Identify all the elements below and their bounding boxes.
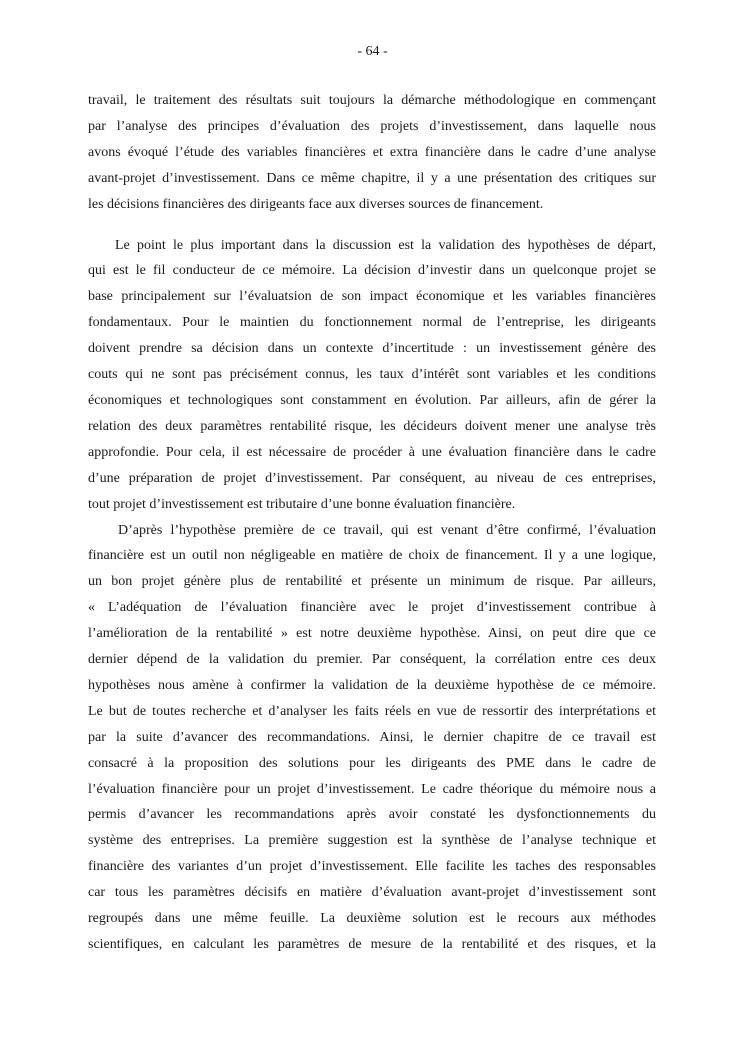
text-line: tout projet d’investissement est tributaire d’une bonne évaluation financière. (88, 496, 516, 512)
page-number: - 64 - (357, 44, 388, 59)
text-line: travail, le traitement des résultats suit toujours la démarche méthodologique en commençant (88, 93, 656, 108)
body-text (88, 88, 656, 958)
text-line: dernier dépend de la validation du premier. Par conséquent, la corrélation entre ces deux (88, 652, 656, 668)
text-line: l’amélioration de la rentabilité » est notre deuxième hypothèse. Ainsi, on peut dire que ce (88, 626, 656, 642)
text-line: couts qui ne sont pas précisément connus, les taux d’intérêt sont variables et les conditions (88, 367, 656, 383)
text-line: Le point le plus important dans la discussion est la validation des hypothèses de départ, (115, 237, 656, 253)
text-line: base principalement sur l’évaluatsion de son impact économique et les variables financières (88, 289, 656, 305)
text-line: avons évoqué l’étude des variables financières et extra financière dans le cadre d’une analyse (88, 144, 656, 160)
text-line: par l’analyse des principes d’évaluation des projets d’investissement, dans laquelle nous (88, 118, 656, 134)
text-line: qui est le fil conducteur de ce mémoire. La décision d’investir dans un quelconque projet se (88, 263, 656, 279)
text-line: hypothèses nous amène à confirmer la validation de la deuxième hypothèse de ce mémoire. (88, 677, 656, 693)
text-line: l’évaluation financière pour un projet d’investissement. Le cadre théorique du mémoire nous a (88, 781, 656, 797)
text-line: avant-projet d’investissement. Dans ce même chapitre, il y a une présentation des critiques sur (88, 170, 656, 186)
text-line: regroupés dans une même feuille. La deuxième solution est le recours aux méthodes (88, 911, 656, 927)
text-line: approfondie. Pour cela, il est nécessaire de procéder à une évaluation financière dans le cadre (88, 444, 656, 460)
text-line: doivent prendre sa décision dans un contexte d’incertitude : un investissement génère des (88, 341, 656, 357)
text-line: relation des deux paramètres rentabilité risque, les décideurs doivent mener une analyse très (88, 418, 656, 434)
text-line: car tous les paramètres décisifs en matière d’évaluation avant-projet d’investissement sont (88, 885, 656, 901)
text-line: système des entreprises. La première suggestion est la synthèse de l’analyse technique et (88, 833, 656, 849)
text-line: financière est un outil non négligeable en matière de choix de financement. Il y a une logique, (88, 548, 656, 564)
text-line: un bon projet génère plus de rentabilité et présente un minimum de risque. Par ailleurs, (88, 574, 656, 590)
text-line: les décisions financières des dirigeants face aux diverses sources de financement. (88, 196, 544, 212)
text-line: permis d’avancer les recommandations après avoir constaté les dysfonctionnements du (88, 807, 656, 823)
text-line: Le but de toutes recherche et d’analyser les faits réels en vue de ressortir des interprétations et (88, 703, 656, 719)
text-line: économiques et technologiques sont constamment en évolution. Par ailleurs, afin de gérer la (88, 392, 656, 408)
text-line: consacré à la proposition des solutions pour les dirigeants des PME dans le cadre de (88, 755, 656, 771)
text-line: fondamentaux. Pour le maintien du fonctionnement normal de l’entreprise, les dirigeants (88, 315, 656, 331)
text-line: « L’adéquation de l’évaluation financière avec le projet d’investissement contribue à (88, 600, 656, 616)
paragraph-hypothesis-confirmation (88, 518, 656, 958)
paragraph-intro (88, 88, 656, 218)
text-line: financière des variantes d’un projet d’investissement. Elle facilite les taches des responsables (88, 859, 656, 875)
text-line: scientifiques, en calculant les paramètres de mesure de la rentabilité et des risques, et la (88, 937, 656, 952)
text-line: d’une préparation de projet d’investissement. Par conséquent, au niveau de ces entreprises, (88, 470, 656, 486)
text-line: D’après l’hypothèse première de ce travail, qui est venant d’être confirmé, l’évaluation (118, 522, 656, 538)
text-line: par la suite d’avancer des recommandations. Ainsi, le dernier chapitre de ce travail est (88, 729, 656, 745)
paragraph-hypotheses-discussion (88, 233, 656, 518)
